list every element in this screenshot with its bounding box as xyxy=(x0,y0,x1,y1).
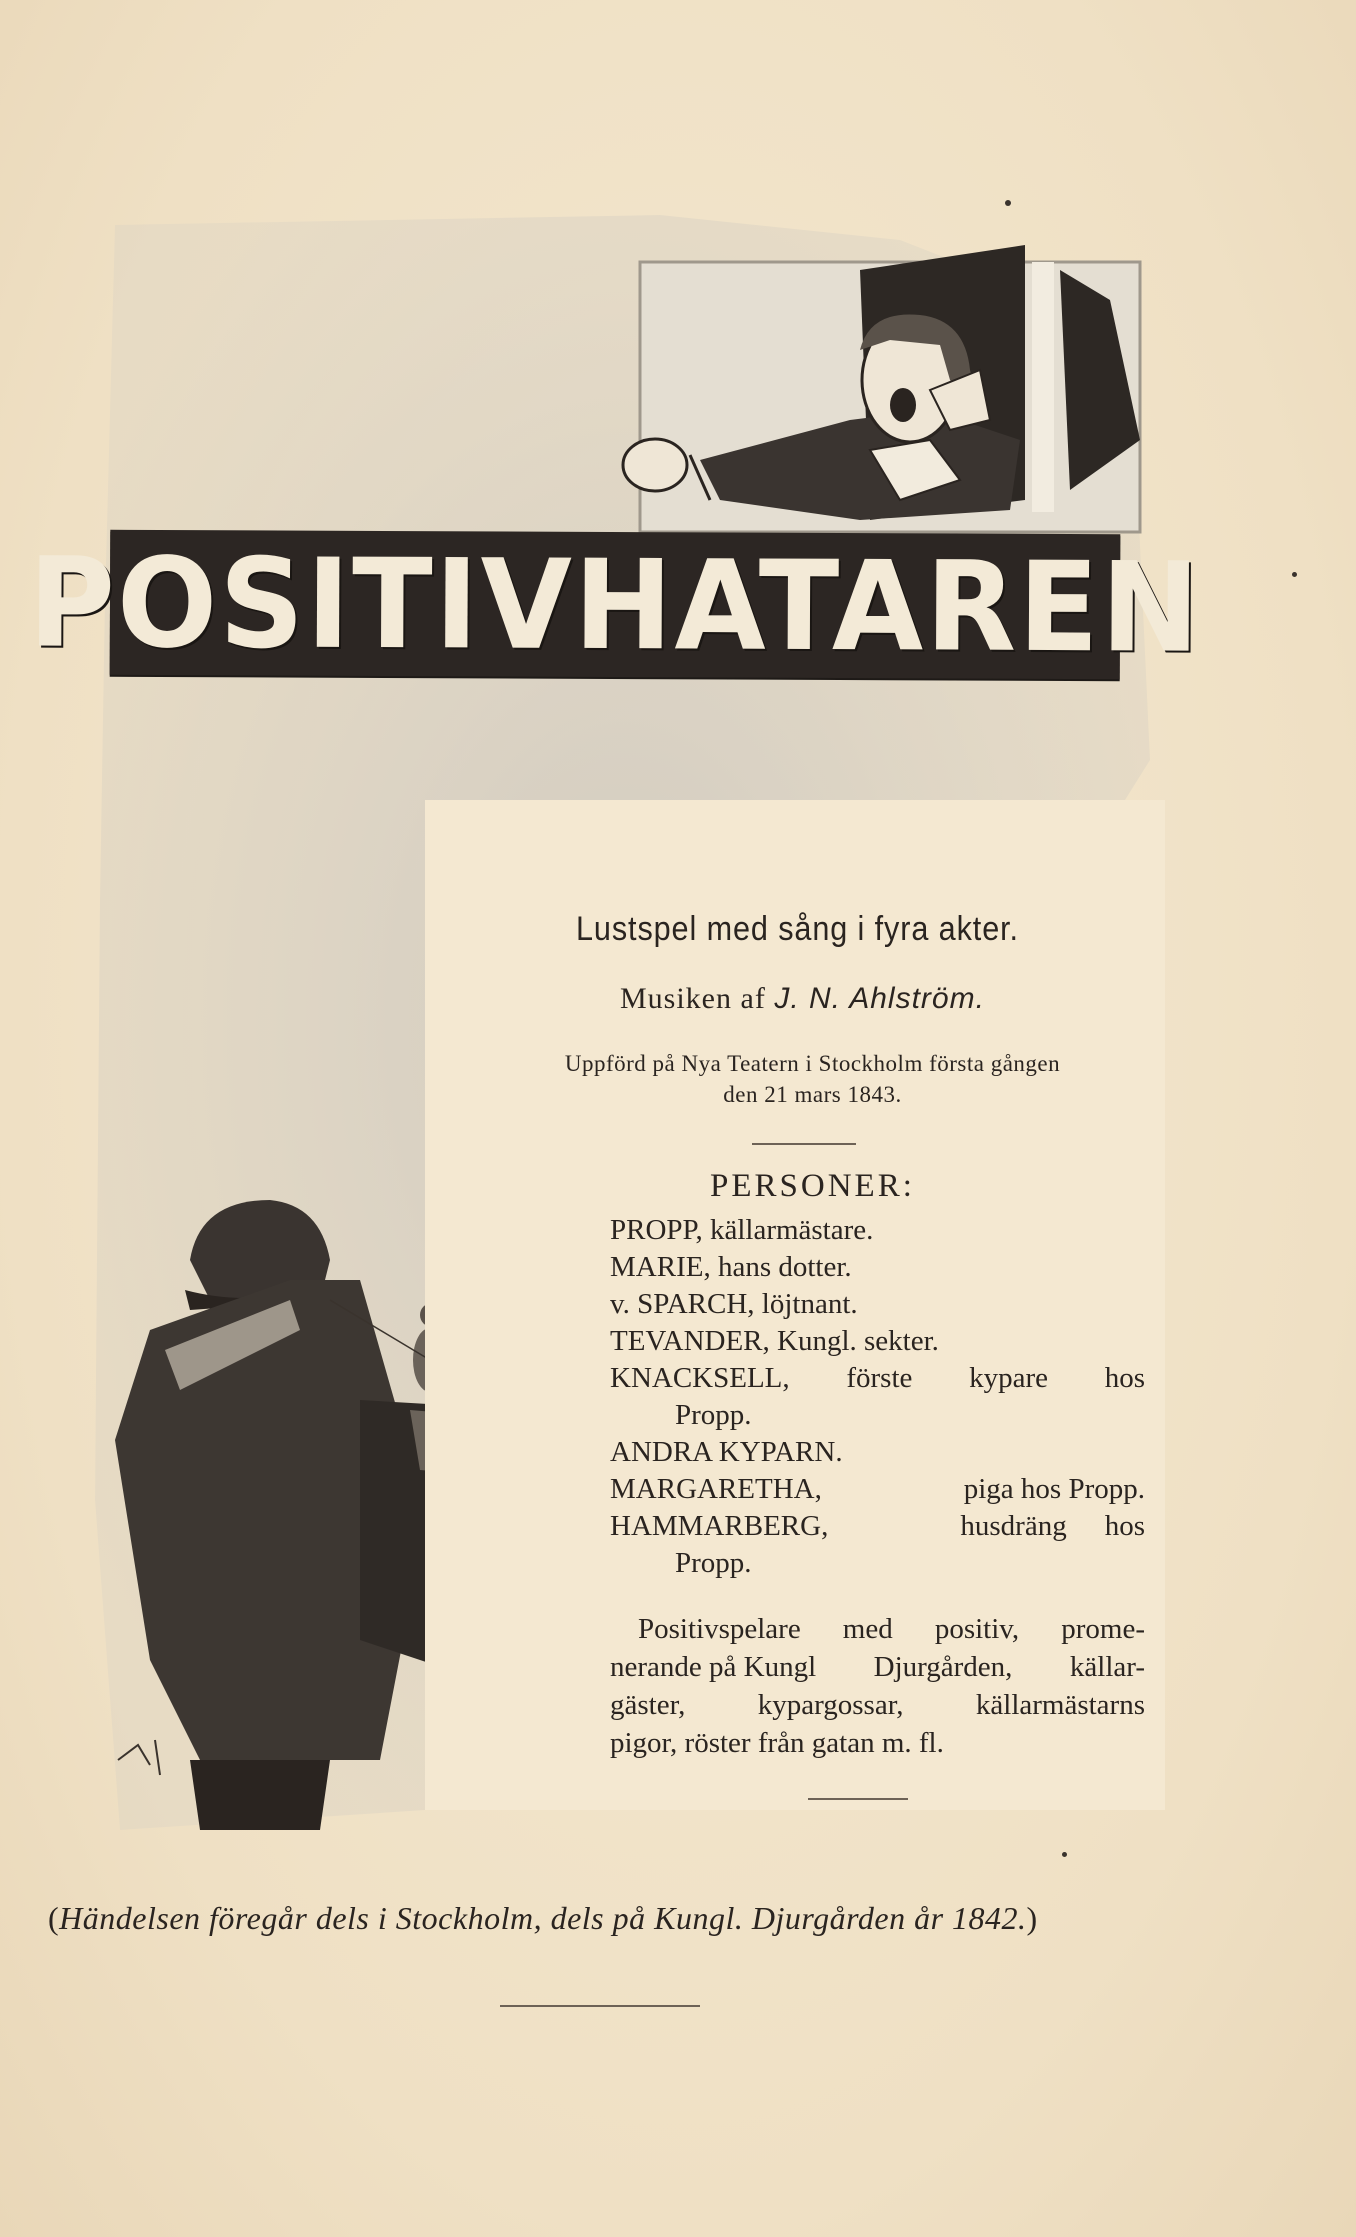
extras-word: prome- xyxy=(1061,1613,1145,1645)
paren-open: ( xyxy=(48,1900,60,1936)
extras-paragraph xyxy=(610,1610,1145,1762)
extras-word: med xyxy=(842,1613,893,1645)
cast-line: PROPP, källarmästare. xyxy=(610,1214,874,1246)
cast-line-continuation: Propp. xyxy=(675,1547,752,1579)
page-speck xyxy=(1062,1852,1067,1857)
cast-line xyxy=(610,1360,1145,1397)
premiere-line-2: den 21 mars 1843. xyxy=(723,1082,902,1108)
paren-close: ) xyxy=(1026,1900,1038,1936)
cast-list xyxy=(610,1212,1145,1582)
extras-word: gäster, xyxy=(610,1689,686,1721)
cast-name: KNACKSELL, xyxy=(610,1362,790,1394)
extras-word: Positivspelare xyxy=(638,1613,801,1645)
cast-heading: PERSONER: xyxy=(710,1168,915,1204)
divider-top xyxy=(752,1143,856,1145)
divider-bottom xyxy=(808,1798,908,1800)
extras-word: källarmästarns xyxy=(975,1689,1145,1721)
play-subtitle: Lustspel med sång i fyra akter. xyxy=(576,910,1019,948)
extras-word: källar- xyxy=(1069,1651,1145,1683)
extras-line: pigor, röster från gatan m. fl. xyxy=(610,1727,944,1759)
cast-name: HAMMARBERG, xyxy=(610,1510,829,1542)
music-prefix: Musiken af xyxy=(620,982,766,1015)
setting-note xyxy=(48,1900,1148,1937)
cast-role: piga hos Propp. xyxy=(963,1473,1145,1505)
extras-word: kypargossar, xyxy=(757,1689,904,1721)
extras-line xyxy=(610,1686,1145,1724)
page-speck xyxy=(1005,200,1011,206)
cast-role-word: hos xyxy=(1104,1362,1145,1394)
cast-line-continuation: Propp. xyxy=(675,1399,752,1431)
extras-word: nerande på Kungl xyxy=(610,1651,817,1683)
premiere-info xyxy=(480,1048,1145,1110)
cast-role-word: hos xyxy=(1104,1510,1145,1542)
setting-text: Händelsen föregår dels i Stockholm, dels på Kungl. Djurgården år 1842. xyxy=(59,1900,1027,1936)
cast-role-word: husdräng xyxy=(960,1510,1067,1542)
cast-line xyxy=(610,1508,1145,1545)
divider-end xyxy=(500,2005,700,2007)
premiere-line-1: Uppförd på Nya Teatern i Stockholm första gången xyxy=(564,1051,1061,1076)
cast-line xyxy=(610,1471,1145,1508)
title-banner xyxy=(28,529,1202,680)
extras-word: Djurgården, xyxy=(873,1651,1013,1683)
extras-word: positiv, xyxy=(934,1613,1020,1645)
cast-line: TEVANDER, Kungl. sekter. xyxy=(610,1325,939,1357)
extras-line xyxy=(610,1648,1145,1686)
cast-name: MARGARETHA, xyxy=(610,1473,822,1505)
play-title: POSITIVHATAREN xyxy=(28,529,1202,680)
page-speck xyxy=(1292,572,1297,577)
cast-line: MARIE, hans dotter. xyxy=(610,1251,852,1283)
composer-name: J. N. Ahlström. xyxy=(774,982,985,1015)
extras-line xyxy=(610,1610,1145,1648)
cast-role-word: kypare xyxy=(969,1362,1048,1394)
cast-role-word: förste xyxy=(846,1362,913,1394)
cast-line: v. SPARCH, löjtnant. xyxy=(610,1288,858,1320)
music-credit xyxy=(620,982,985,1016)
cast-line: ANDRA KYPARN. xyxy=(610,1436,843,1468)
